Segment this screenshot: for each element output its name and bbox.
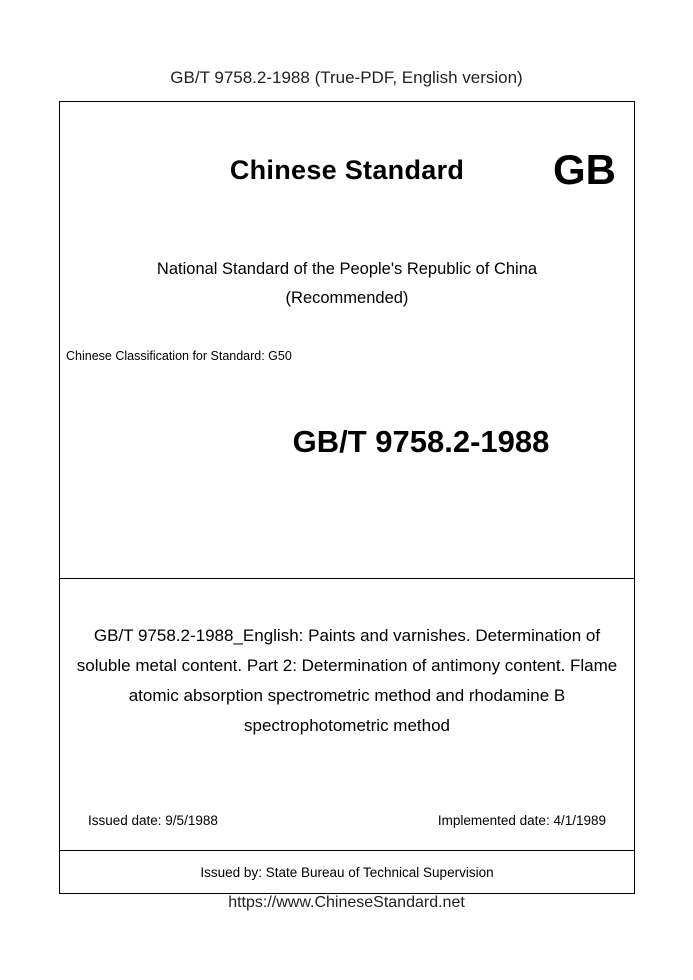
national-standard-line1: National Standard of the People's Republic of China <box>156 260 538 278</box>
page-title: Chinese Standard <box>229 155 465 185</box>
issued-date: Issued date: 9/5/1988 <box>88 813 218 828</box>
dates-row <box>60 813 634 828</box>
cover-title-section <box>60 579 634 851</box>
issued-by: Issued by: State Bureau of Technical Supervision <box>200 864 494 880</box>
english-title: GB/T 9758.2-1988_English: Paints and varnishes. Determination of soluble metal content. Part 2: Determination of antimony content. Flame atomic absorption spectrometric method and rhodamine B spectrophotometric method <box>76 626 618 735</box>
cover-frame <box>59 101 635 894</box>
cover-header-section <box>60 102 634 579</box>
document-caption: GB/T 9758.2-1988 (True-PDF, English version) <box>170 68 523 87</box>
national-standard-text <box>60 255 634 313</box>
implemented-date: Implemented date: 4/1/1989 <box>437 813 606 828</box>
gb-logo: GB <box>553 146 616 193</box>
classification-text: Chinese Classification for Standard: G50 <box>66 349 292 363</box>
footer-url[interactable]: https://www.ChineseStandard.net <box>228 894 465 911</box>
standard-code: GB/T 9758.2-1988 <box>292 424 550 459</box>
national-standard-line2: (Recommended) <box>285 289 409 307</box>
issued-by-section <box>60 851 634 893</box>
